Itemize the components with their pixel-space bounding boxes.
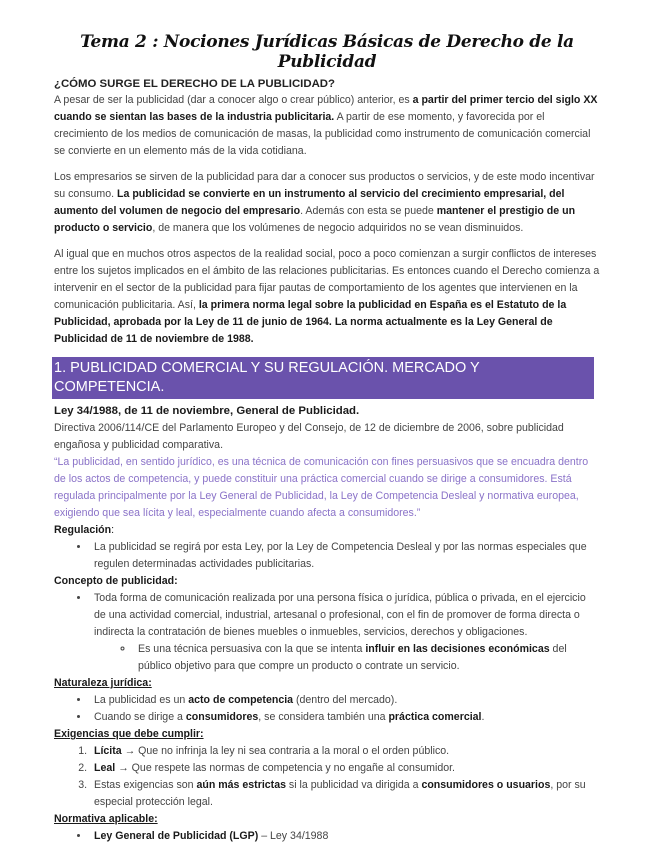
text: → Que no infrinja la ley ni sea contraria a la moral o el orden público. <box>121 745 450 757</box>
colon: : <box>111 524 115 536</box>
paragraph-3 <box>54 246 600 348</box>
bold-text: a partir del primer tercio del siglo XX cuando se sientan las bases de la industria publicitaria. <box>54 94 598 123</box>
text: Cuando se dirige a <box>94 711 186 723</box>
text: , por su especial protección legal. <box>94 779 586 808</box>
text: La publicidad es un <box>94 694 189 706</box>
list-item <box>134 641 600 675</box>
intro-heading: ¿CÓMO SURGE EL DERECHO DE LA PUBLICIDAD? <box>54 78 335 90</box>
bold-text: Ley General de Publicidad (LGP) <box>94 830 259 842</box>
list-item <box>90 828 600 845</box>
definition-quote: “La publicidad, en sentido jurídico, es una técnica de comunicación con fines persuasivos que se encuadra dentro de los actos de competencia, y puede constituir una práctica comercial cuando se dirige a consumidores. Está regulada principalmente por la Ley General de Publicidad, la Ley de Competencia Desleal y normativa europea, exigiendo que sea lícita y leal, especialmente cuando afecta a consumidores.” <box>54 456 589 519</box>
section-heading: 1. PUBLICIDAD COMERCIAL Y SU REGULACIÓN. MERCADO Y COMPETENCIA. <box>52 357 594 399</box>
text: , se considera también una <box>258 711 389 723</box>
bold-text: influir en las decisiones económicas <box>365 643 550 655</box>
document-page <box>54 32 600 845</box>
exigencias-label: Exigencias que debe cumplir: <box>54 728 204 740</box>
concepto-sublist <box>94 641 600 675</box>
text: si la publicidad va dirigida a <box>285 779 422 791</box>
text: Los empresarios se sirven de la publicidad para dar a conocer sus productos o servicios, y de este modo incentivar su consumo. <box>54 171 595 200</box>
bold-text: consumidores <box>185 711 259 723</box>
text: A pesar de ser la publicidad (dar a conocer algo o crear público) anterior, es <box>54 94 413 106</box>
normativa-label: Normativa aplicable: <box>54 813 158 825</box>
exigencias-list <box>54 743 600 811</box>
bold-text: Lícita <box>94 745 122 757</box>
list-item <box>90 692 600 709</box>
naturaleza-label: Naturaleza jurídica: <box>54 677 152 689</box>
concepto-label: Concepto de publicidad: <box>54 575 178 587</box>
bold-text: acto de competencia <box>188 694 294 706</box>
text: Estas exigencias son <box>94 779 197 791</box>
text: A partir de ese momento, y favorecida por el crecimiento de los medios de comunicación de masas, la publicidad como instrumento de comunicación comercial se convierte en un elemento más de la vida cotidiana. <box>54 111 591 157</box>
concepto-list <box>54 590 600 675</box>
list-item: • La publicidad se regirá por esta Ley, por la Ley de Competencia Desleal y por las normas especiales que regulen determinadas actividades publicitarias. <box>90 539 600 573</box>
bold-text: práctica comercial <box>388 711 482 723</box>
label: Regulación <box>54 524 112 536</box>
list-item <box>90 590 600 675</box>
regulacion-list <box>54 539 600 573</box>
text: . <box>481 711 485 723</box>
bold-text: Leal <box>94 762 116 774</box>
text: Al igual que en muchos otros aspectos de la realidad social, poco a poco comienzan a surgir conflictos de intereses entre los sujetos implicados en el ámbito de las relaciones publicitarias. Es entonces cuando el Derecho comienza a intervenir en el sector de la publicidad para fijar pautas de comportamiento de los agentes que intervienen en la comunicación publicitaria. Así, <box>54 248 600 311</box>
text: (dentro del mercado). <box>293 694 398 706</box>
regulacion-label <box>54 522 600 539</box>
list-item <box>90 743 600 760</box>
bold-text: consumidores o usuarios <box>421 779 551 791</box>
naturaleza-list <box>54 692 600 726</box>
bold-text: La publicidad se convierte en un instrumento al servicio del crecimiento empresarial, del aumento del volumen de negocio del empresario <box>54 188 565 217</box>
directiva-text: Directiva 2006/114/CE del Parlamento Europeo y del Consejo, de 12 de diciembre de 2006, sobre publicidad engañosa y publicidad comparativa. <box>54 422 564 451</box>
text: . Además con esta se puede <box>300 205 437 217</box>
text: → Que respete las normas de competencia y no engañe al consumidor. <box>115 762 455 774</box>
document-title: Tema 2 : Nociones Jurídicas Básicas de Derecho de la Publicidad <box>80 32 574 72</box>
bold-text: aún más estrictas <box>196 779 286 791</box>
text: , de manera que los volúmenes de negocio adquiridos no se vean disminuidos. <box>152 222 524 234</box>
text: del público objetivo para que compre un producto o contrate un servicio. <box>138 643 567 672</box>
normativa-list <box>54 828 600 845</box>
text: Es una técnica persuasiva con la que se intenta <box>138 643 366 655</box>
text: Toda forma de comunicación realizada por una persona física o jurídica, pública o privada, en el ejercicio de una actividad comercial, industrial, artesanal o profesional, con el fin de promover de forma directa o indirecta la contratación de bienes muebles o inmuebles, servicios, derechos y obligaciones. <box>94 592 586 638</box>
bold-text: la primera norma legal sobre la publicidad en España es el Estatuto de la Publicidad, aprobada por la Ley de 11 de junio de 1964. La norma actualmente es la Ley General de Publicidad de 11 de noviembre de 1988. <box>54 299 567 345</box>
paragraph-2 <box>54 169 600 237</box>
ley-title: Ley 34/1988, de 11 de noviembre, General de Publicidad. <box>54 405 360 417</box>
bold-text: mantener el prestigio de un producto o servicio <box>54 205 576 234</box>
list-item <box>90 777 600 811</box>
list-item <box>90 760 600 777</box>
list-item <box>90 709 600 726</box>
text: – Ley 34/1988 <box>258 830 329 842</box>
paragraph-1 <box>54 92 600 160</box>
